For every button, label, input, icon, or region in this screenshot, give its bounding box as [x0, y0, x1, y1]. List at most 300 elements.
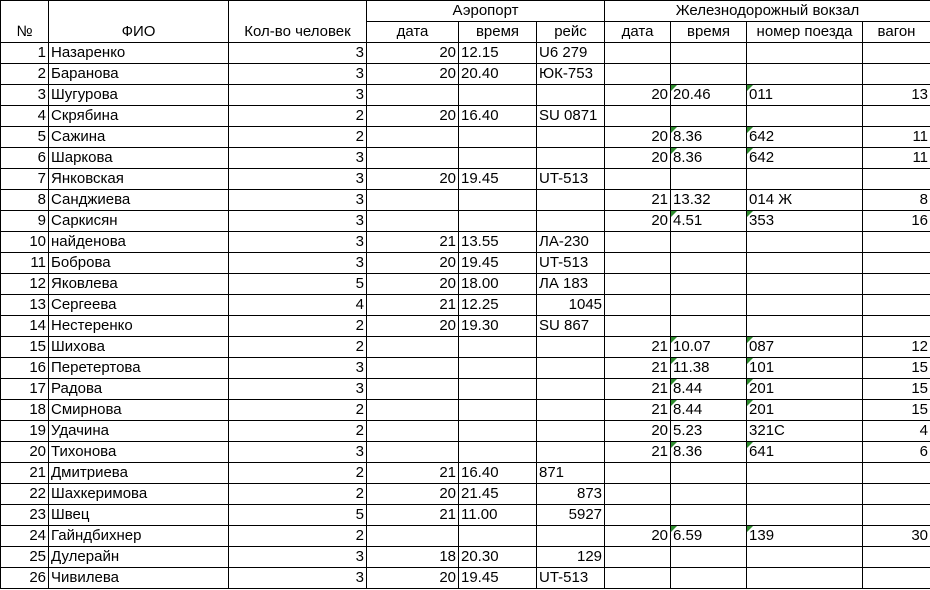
rail-time-cell[interactable]: 5.23	[671, 421, 747, 442]
fio-cell[interactable]: Баранова	[49, 64, 229, 85]
rail-time-cell[interactable]	[671, 505, 747, 526]
rail-car-cell[interactable]	[863, 547, 930, 568]
table-row	[1, 127, 930, 148]
air-time-cell[interactable]	[459, 85, 537, 106]
fio-cell[interactable]: Шахкеримова	[49, 484, 229, 505]
rail-date-cell[interactable]: 21	[605, 442, 671, 463]
rail-car-cell[interactable]	[863, 505, 930, 526]
fio-cell[interactable]: Нестеренко	[49, 316, 229, 337]
rail-date-cell[interactable]: 21	[605, 337, 671, 358]
rail-date-cell[interactable]	[605, 316, 671, 337]
header-rail-car[interactable]: вагон	[863, 22, 930, 43]
table-row	[1, 421, 930, 442]
air-date-cell[interactable]: 20	[367, 568, 459, 589]
air-time-cell[interactable]: 19.45	[459, 253, 537, 274]
rail-train-cell[interactable]	[747, 484, 863, 505]
rail-car-cell[interactable]: 16	[863, 211, 930, 232]
row-number-cell[interactable]: 17	[1, 379, 49, 400]
air-date-cell[interactable]	[367, 442, 459, 463]
air-time-cell[interactable]: 13.55	[459, 232, 537, 253]
fio-cell[interactable]: Боброва	[49, 253, 229, 274]
count-cell[interactable]: 2	[229, 400, 367, 421]
row-number-cell[interactable]: 22	[1, 484, 49, 505]
rail-train-cell[interactable]: 642	[747, 148, 863, 169]
rail-time-cell[interactable]: 13.32	[671, 190, 747, 211]
air-date-cell[interactable]	[367, 211, 459, 232]
rail-train-cell[interactable]: 321С	[747, 421, 863, 442]
air-time-cell[interactable]: 16.40	[459, 106, 537, 127]
row-number-cell[interactable]: 14	[1, 316, 49, 337]
rail-car-cell[interactable]	[863, 568, 930, 589]
rail-train-cell[interactable]: 139	[747, 526, 863, 547]
rail-date-cell[interactable]: 20	[605, 148, 671, 169]
rail-date-cell[interactable]	[605, 547, 671, 568]
table-body	[1, 43, 930, 589]
air-time-cell[interactable]: 19.45	[459, 169, 537, 190]
rail-date-cell[interactable]	[605, 274, 671, 295]
air-date-cell[interactable]: 20	[367, 106, 459, 127]
air-flight-cell[interactable]: SU 867	[537, 316, 605, 337]
row-number-cell[interactable]: 24	[1, 526, 49, 547]
air-time-cell[interactable]	[459, 211, 537, 232]
rail-time-cell[interactable]	[671, 295, 747, 316]
count-cell[interactable]: 3	[229, 547, 367, 568]
air-date-cell[interactable]	[367, 379, 459, 400]
table-row	[1, 316, 930, 337]
air-date-cell[interactable]: 20	[367, 43, 459, 64]
count-cell[interactable]: 3	[229, 43, 367, 64]
rail-time-cell[interactable]	[671, 106, 747, 127]
rail-train-cell[interactable]: 353	[747, 211, 863, 232]
air-time-cell[interactable]: 12.25	[459, 295, 537, 316]
rail-car-cell[interactable]	[863, 274, 930, 295]
air-flight-cell[interactable]	[537, 379, 605, 400]
table-row	[1, 547, 930, 568]
air-flight-cell[interactable]: 871	[537, 463, 605, 484]
count-cell[interactable]: 3	[229, 85, 367, 106]
row-number-cell[interactable]: 26	[1, 568, 49, 589]
row-number-cell[interactable]: 6	[1, 148, 49, 169]
count-cell[interactable]: 3	[229, 442, 367, 463]
rail-date-cell[interactable]: 20	[605, 421, 671, 442]
fio-cell[interactable]: Чивилева	[49, 568, 229, 589]
air-date-cell[interactable]: 20	[367, 316, 459, 337]
rail-car-cell[interactable]: 11	[863, 127, 930, 148]
fio-cell[interactable]: Тихонова	[49, 442, 229, 463]
rail-car-cell[interactable]: 6	[863, 442, 930, 463]
rail-train-cell[interactable]	[747, 505, 863, 526]
rail-time-cell[interactable]	[671, 274, 747, 295]
fio-cell[interactable]: Смирнова	[49, 400, 229, 421]
rail-train-cell[interactable]: 101	[747, 358, 863, 379]
header-rail-train[interactable]: номер поезда	[747, 22, 863, 43]
rail-time-cell[interactable]: 8.44	[671, 400, 747, 421]
row-number-cell[interactable]: 8	[1, 190, 49, 211]
air-flight-cell[interactable]	[537, 526, 605, 547]
count-cell[interactable]: 2	[229, 484, 367, 505]
rail-car-cell[interactable]	[863, 295, 930, 316]
fio-cell[interactable]: найденова	[49, 232, 229, 253]
table-row	[1, 190, 930, 211]
air-flight-cell[interactable]	[537, 211, 605, 232]
header-air-flight[interactable]: рейс	[537, 22, 605, 43]
count-cell[interactable]: 3	[229, 253, 367, 274]
rail-date-cell[interactable]	[605, 505, 671, 526]
table-row	[1, 148, 930, 169]
fio-cell[interactable]: Назаренко	[49, 43, 229, 64]
air-time-cell[interactable]: 12.15	[459, 43, 537, 64]
rail-time-cell[interactable]	[671, 232, 747, 253]
air-time-cell[interactable]	[459, 400, 537, 421]
table-row	[1, 43, 930, 64]
rail-car-cell[interactable]	[863, 253, 930, 274]
air-time-cell[interactable]: 16.40	[459, 463, 537, 484]
air-time-cell[interactable]	[459, 337, 537, 358]
air-flight-cell[interactable]	[537, 148, 605, 169]
header-rail-date[interactable]: дата	[605, 22, 671, 43]
header-rail-time[interactable]: время	[671, 22, 747, 43]
header-num[interactable]: №	[1, 22, 49, 43]
table-row	[1, 85, 930, 106]
air-date-cell[interactable]: 20	[367, 253, 459, 274]
count-cell[interactable]: 3	[229, 232, 367, 253]
rail-date-cell[interactable]	[605, 106, 671, 127]
rail-date-cell[interactable]	[605, 253, 671, 274]
air-date-cell[interactable]	[367, 127, 459, 148]
count-cell[interactable]: 2	[229, 316, 367, 337]
air-flight-cell[interactable]	[537, 358, 605, 379]
count-cell[interactable]: 5	[229, 505, 367, 526]
rail-date-cell[interactable]	[605, 232, 671, 253]
rail-time-cell[interactable]	[671, 253, 747, 274]
count-cell[interactable]: 2	[229, 337, 367, 358]
row-number-cell[interactable]: 12	[1, 274, 49, 295]
rail-time-cell[interactable]: 6.59	[671, 526, 747, 547]
table-row	[1, 106, 930, 127]
header-num-top[interactable]	[1, 1, 49, 22]
air-flight-cell[interactable]: ЛА 183	[537, 274, 605, 295]
header-fio-top[interactable]	[49, 1, 229, 22]
header-count[interactable]: Кол-во человек	[229, 22, 367, 43]
rail-car-cell[interactable]: 4	[863, 421, 930, 442]
table-row	[1, 379, 930, 400]
rail-train-cell[interactable]	[747, 295, 863, 316]
fio-cell[interactable]: Янковская	[49, 169, 229, 190]
count-cell[interactable]: 3	[229, 379, 367, 400]
rail-date-cell[interactable]	[605, 484, 671, 505]
row-number-cell[interactable]: 2	[1, 64, 49, 85]
table-row	[1, 253, 930, 274]
rail-car-cell[interactable]	[863, 463, 930, 484]
air-date-cell[interactable]: 21	[367, 232, 459, 253]
count-cell[interactable]: 2	[229, 463, 367, 484]
header-count-top[interactable]	[229, 1, 367, 22]
rail-train-cell[interactable]: 642	[747, 127, 863, 148]
fio-cell[interactable]: Скрябина	[49, 106, 229, 127]
fio-cell[interactable]: Шаркова	[49, 148, 229, 169]
air-date-cell[interactable]: 20	[367, 484, 459, 505]
rail-time-cell[interactable]	[671, 64, 747, 85]
air-date-cell[interactable]: 21	[367, 295, 459, 316]
rail-time-cell[interactable]: 20.46	[671, 85, 747, 106]
count-cell[interactable]: 3	[229, 64, 367, 85]
air-time-cell[interactable]: 20.30	[459, 547, 537, 568]
rail-car-cell[interactable]: 15	[863, 358, 930, 379]
air-flight-cell[interactable]: UT-513	[537, 253, 605, 274]
air-flight-cell[interactable]: ЛА-230	[537, 232, 605, 253]
rail-car-cell[interactable]: 30	[863, 526, 930, 547]
rail-train-cell[interactable]: 641	[747, 442, 863, 463]
rail-car-cell[interactable]: 13	[863, 85, 930, 106]
fio-cell[interactable]: Дмитриева	[49, 463, 229, 484]
air-date-cell[interactable]	[367, 526, 459, 547]
air-time-cell[interactable]	[459, 379, 537, 400]
air-time-cell[interactable]: 18.00	[459, 274, 537, 295]
rail-train-cell[interactable]: 087	[747, 337, 863, 358]
fio-cell[interactable]: Шугурова	[49, 85, 229, 106]
air-flight-cell[interactable]	[537, 85, 605, 106]
rail-train-cell[interactable]	[747, 547, 863, 568]
rail-time-cell[interactable]: 8.36	[671, 148, 747, 169]
count-cell[interactable]: 3	[229, 211, 367, 232]
row-number-cell[interactable]: 19	[1, 421, 49, 442]
air-date-cell[interactable]: 20	[367, 274, 459, 295]
air-flight-cell[interactable]: UT-513	[537, 169, 605, 190]
air-date-cell[interactable]	[367, 421, 459, 442]
rail-date-cell[interactable]: 20	[605, 85, 671, 106]
rail-car-cell[interactable]	[863, 43, 930, 64]
rail-time-cell[interactable]: 11.38	[671, 358, 747, 379]
rail-time-cell[interactable]	[671, 316, 747, 337]
air-flight-cell[interactable]	[537, 442, 605, 463]
rail-date-cell[interactable]	[605, 568, 671, 589]
rail-train-cell[interactable]	[747, 106, 863, 127]
fio-cell[interactable]: Яковлева	[49, 274, 229, 295]
row-number-cell[interactable]: 25	[1, 547, 49, 568]
rail-date-cell[interactable]: 20	[605, 127, 671, 148]
fio-cell[interactable]: Сажина	[49, 127, 229, 148]
fio-cell[interactable]: Сергеева	[49, 295, 229, 316]
table-row	[1, 505, 930, 526]
count-cell[interactable]: 3	[229, 568, 367, 589]
header-railway[interactable]: Железнодорожный вокзал	[605, 1, 930, 22]
rail-time-cell[interactable]	[671, 568, 747, 589]
row-number-cell[interactable]: 23	[1, 505, 49, 526]
row-number-cell[interactable]: 18	[1, 400, 49, 421]
table-row	[1, 169, 930, 190]
fio-cell[interactable]: Радова	[49, 379, 229, 400]
row-number-cell[interactable]: 1	[1, 43, 49, 64]
count-cell[interactable]: 3	[229, 190, 367, 211]
air-date-cell[interactable]	[367, 337, 459, 358]
table-row	[1, 568, 930, 589]
rail-date-cell[interactable]: 20	[605, 211, 671, 232]
air-time-cell[interactable]: 21.45	[459, 484, 537, 505]
rail-time-cell[interactable]: 8.36	[671, 442, 747, 463]
table-row	[1, 274, 930, 295]
table-row	[1, 295, 930, 316]
rail-car-cell[interactable]	[863, 232, 930, 253]
air-time-cell[interactable]	[459, 442, 537, 463]
air-flight-cell[interactable]	[537, 421, 605, 442]
rail-car-cell[interactable]	[863, 169, 930, 190]
air-flight-cell[interactable]: 873	[537, 484, 605, 505]
table-row	[1, 463, 930, 484]
fio-cell[interactable]: Швец	[49, 505, 229, 526]
count-cell[interactable]: 2	[229, 421, 367, 442]
air-date-cell[interactable]: 18	[367, 547, 459, 568]
table-row	[1, 232, 930, 253]
rail-time-cell[interactable]: 10.07	[671, 337, 747, 358]
rail-date-cell[interactable]	[605, 295, 671, 316]
row-number-cell[interactable]: 16	[1, 358, 49, 379]
air-flight-cell[interactable]	[537, 127, 605, 148]
air-time-cell[interactable]	[459, 127, 537, 148]
fio-cell[interactable]: Дулерайн	[49, 547, 229, 568]
row-number-cell[interactable]: 9	[1, 211, 49, 232]
air-date-cell[interactable]	[367, 148, 459, 169]
air-flight-cell[interactable]: 1045	[537, 295, 605, 316]
row-number-cell[interactable]: 20	[1, 442, 49, 463]
fio-cell[interactable]: Гайндбихнер	[49, 526, 229, 547]
air-date-cell[interactable]: 20	[367, 169, 459, 190]
rail-car-cell[interactable]	[863, 106, 930, 127]
rail-time-cell[interactable]: 8.44	[671, 379, 747, 400]
row-number-cell[interactable]: 21	[1, 463, 49, 484]
table-row	[1, 337, 930, 358]
air-flight-cell[interactable]: UT-513	[537, 568, 605, 589]
rail-train-cell[interactable]	[747, 232, 863, 253]
count-cell[interactable]: 2	[229, 127, 367, 148]
rail-time-cell[interactable]: 8.36	[671, 127, 747, 148]
fio-cell[interactable]: Санджиева	[49, 190, 229, 211]
fio-cell[interactable]: Саркисян	[49, 211, 229, 232]
count-cell[interactable]: 2	[229, 526, 367, 547]
air-time-cell[interactable]: 11.00	[459, 505, 537, 526]
rail-train-cell[interactable]	[747, 316, 863, 337]
air-flight-cell[interactable]: 129	[537, 547, 605, 568]
rail-car-cell[interactable]: 11	[863, 148, 930, 169]
count-cell[interactable]: 3	[229, 358, 367, 379]
rail-car-cell[interactable]: 15	[863, 400, 930, 421]
rail-date-cell[interactable]	[605, 169, 671, 190]
air-flight-cell[interactable]: SU 0871	[537, 106, 605, 127]
rail-train-cell[interactable]	[747, 463, 863, 484]
air-time-cell[interactable]	[459, 190, 537, 211]
rail-train-cell[interactable]	[747, 169, 863, 190]
header-airport[interactable]: Аэропорт	[367, 1, 605, 22]
rail-car-cell[interactable]	[863, 316, 930, 337]
row-number-cell[interactable]: 5	[1, 127, 49, 148]
row-number-cell[interactable]: 15	[1, 337, 49, 358]
air-date-cell[interactable]	[367, 358, 459, 379]
header-fio[interactable]: ФИО	[49, 22, 229, 43]
rail-train-cell[interactable]	[747, 253, 863, 274]
table-row	[1, 526, 930, 547]
air-date-cell[interactable]	[367, 85, 459, 106]
rail-date-cell[interactable]	[605, 43, 671, 64]
air-flight-cell[interactable]	[537, 190, 605, 211]
rail-date-cell[interactable]: 21	[605, 400, 671, 421]
rail-train-cell[interactable]	[747, 568, 863, 589]
fio-cell[interactable]: Удачина	[49, 421, 229, 442]
count-cell[interactable]: 4	[229, 295, 367, 316]
rail-date-cell[interactable]	[605, 64, 671, 85]
rail-time-cell[interactable]	[671, 484, 747, 505]
rail-date-cell[interactable]: 21	[605, 379, 671, 400]
air-flight-cell[interactable]: 5927	[537, 505, 605, 526]
rail-car-cell[interactable]	[863, 484, 930, 505]
rail-train-cell[interactable]: 014 Ж	[747, 190, 863, 211]
rail-train-cell[interactable]: 201	[747, 379, 863, 400]
air-time-cell[interactable]	[459, 526, 537, 547]
air-date-cell[interactable]	[367, 190, 459, 211]
rail-date-cell[interactable]	[605, 463, 671, 484]
rail-car-cell[interactable]: 12	[863, 337, 930, 358]
count-cell[interactable]: 5	[229, 274, 367, 295]
rail-train-cell[interactable]	[747, 274, 863, 295]
air-flight-cell[interactable]: ЮК-753	[537, 64, 605, 85]
count-cell[interactable]: 3	[229, 148, 367, 169]
rail-time-cell[interactable]	[671, 169, 747, 190]
rail-time-cell[interactable]	[671, 463, 747, 484]
table-row	[1, 484, 930, 505]
air-time-cell[interactable]: 19.45	[459, 568, 537, 589]
row-number-cell[interactable]: 3	[1, 85, 49, 106]
header-air-time[interactable]: время	[459, 22, 537, 43]
row-number-cell[interactable]: 4	[1, 106, 49, 127]
row-number-cell[interactable]: 13	[1, 295, 49, 316]
rail-time-cell[interactable]	[671, 43, 747, 64]
air-time-cell[interactable]	[459, 148, 537, 169]
header-air-date[interactable]: дата	[367, 22, 459, 43]
rail-time-cell[interactable]: 4.51	[671, 211, 747, 232]
rail-train-cell[interactable]	[747, 64, 863, 85]
rail-train-cell[interactable]: 011	[747, 85, 863, 106]
rail-time-cell[interactable]	[671, 547, 747, 568]
air-flight-cell[interactable]: U6 279	[537, 43, 605, 64]
air-flight-cell[interactable]	[537, 337, 605, 358]
air-time-cell[interactable]	[459, 358, 537, 379]
air-date-cell[interactable]: 20	[367, 64, 459, 85]
row-number-cell[interactable]: 10	[1, 232, 49, 253]
table-row	[1, 400, 930, 421]
air-date-cell[interactable]	[367, 400, 459, 421]
rail-date-cell[interactable]: 21	[605, 358, 671, 379]
row-number-cell[interactable]: 7	[1, 169, 49, 190]
air-time-cell[interactable]	[459, 421, 537, 442]
air-date-cell[interactable]: 21	[367, 463, 459, 484]
rail-car-cell[interactable]: 8	[863, 190, 930, 211]
fio-cell[interactable]: Перетертова	[49, 358, 229, 379]
rail-train-cell[interactable]: 201	[747, 400, 863, 421]
table-row	[1, 442, 930, 463]
table-row	[1, 358, 930, 379]
rail-train-cell[interactable]	[747, 43, 863, 64]
air-flight-cell[interactable]	[537, 400, 605, 421]
rail-date-cell[interactable]: 20	[605, 526, 671, 547]
rail-date-cell[interactable]: 21	[605, 190, 671, 211]
air-time-cell[interactable]: 20.40	[459, 64, 537, 85]
fio-cell[interactable]: Шихова	[49, 337, 229, 358]
count-cell[interactable]: 2	[229, 106, 367, 127]
rail-car-cell[interactable]: 15	[863, 379, 930, 400]
count-cell[interactable]: 3	[229, 169, 367, 190]
air-time-cell[interactable]: 19.30	[459, 316, 537, 337]
row-number-cell[interactable]: 11	[1, 253, 49, 274]
rail-car-cell[interactable]	[863, 64, 930, 85]
air-date-cell[interactable]: 21	[367, 505, 459, 526]
